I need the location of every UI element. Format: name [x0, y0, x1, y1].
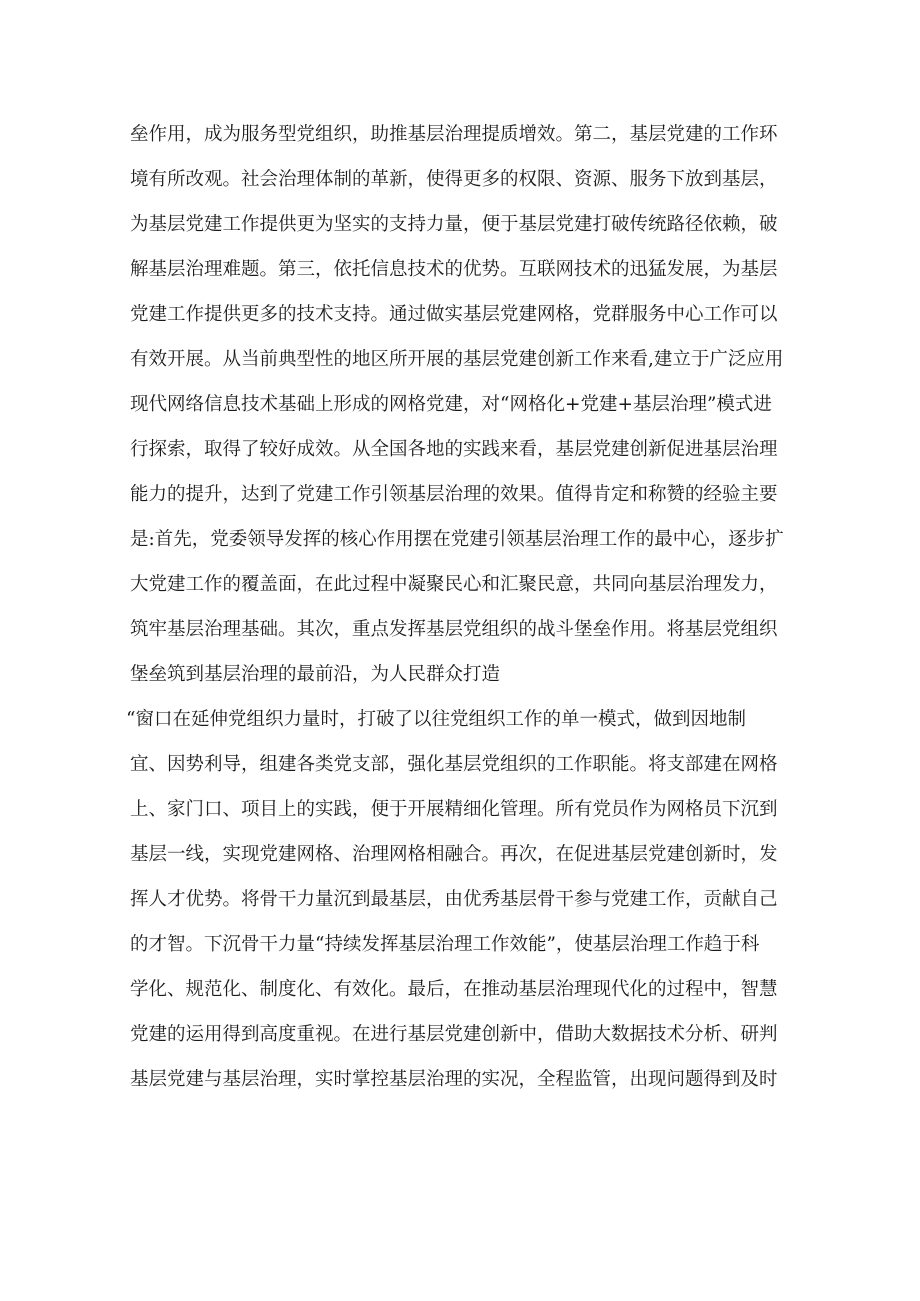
text-line: 基层党建与基层治理，实时掌控基层治理的实况，全程监管，出现问题得到及时: [130, 1069, 778, 1090]
text-line: 党建工作提供更多的技术支持。通过做实基层党建网格，党群服务中心工作可以: [130, 304, 778, 325]
text-line: 挥人才优势。将骨干力量沉到最基层，由优秀基层骨干参与党建工作，贡献自己: [130, 889, 778, 910]
text-line: 解基层治理难题。第三，依托信息技术的优势。互联网技术的迅猛发展，为基层: [130, 259, 778, 280]
text-line: 大党建工作的覆盖面，在此过程中凝聚民心和汇聚民意，共同向基层治理发力，: [130, 574, 778, 595]
text-line: 学化、规范化、制度化、有效化。最后，在推动基层治理现代化的过程中，智慧: [130, 979, 778, 1000]
text-line: 境有所改观。社会治理体制的革新，使得更多的权限、资源、服务下放到基层，: [130, 169, 778, 190]
text-line: 是:首先，党委领导发挥的核心作用摆在党建引领基层治理工作的最中心，逐步扩: [130, 529, 784, 550]
text-line: “窗口在延伸党组织力量时，打破了以往党组织工作的单一模式，做到因地制: [126, 709, 746, 730]
text-line: 的才智。下沉骨干力量“持续发挥基层治理工作效能”，使基层治理工作趋于科: [130, 934, 760, 955]
text-line: 行探索，取得了较好成效。从全国各地的实践来看，基层党建创新促进基层治理: [130, 439, 778, 460]
text-line: 现代网络信息技术基础上形成的网格党建，对“网格化+党建+基层治理”模式进: [130, 394, 772, 415]
text-line: 能力的提升，达到了党建工作引领基层治理的效果。值得肯定和称赞的经验主要: [130, 484, 778, 505]
body-paragraph: [126, 112, 795, 1102]
text-line: 筑牢基层治理基础。其次，重点发挥基层党组织的战斗堡垒作用。将基层党组织: [130, 619, 778, 640]
text-line: 堡垒筑到基层治理的最前沿，为人民群众打造: [130, 664, 501, 685]
text-line: 垒作用，成为服务型党组织，助推基层治理提质增效。第二，基层党建的工作环: [130, 124, 778, 145]
text-line: 宜、因势利导，组建各类党支部，强化基层党组织的工作职能。将支部建在网格: [130, 754, 778, 775]
text-line: 党建的运用得到高度重视。在进行基层党建创新中，借助大数据技术分析、研判: [130, 1024, 778, 1045]
text-line: 为基层党建工作提供更为坚实的支持力量，便于基层党建打破传统路径依赖，破: [130, 214, 778, 235]
text-line: 上、家门口、项目上的实践，便于开展精细化管理。所有党员作为网格员下沉到: [130, 799, 778, 820]
text-line: 基层一线，实现党建网格、治理网格相融合。再次，在促进基层党建创新时，发: [130, 844, 778, 865]
text-line: 有效开展。从当前典型性的地区所开展的基层党建创新工作来看,建立于广泛应用: [130, 349, 784, 370]
